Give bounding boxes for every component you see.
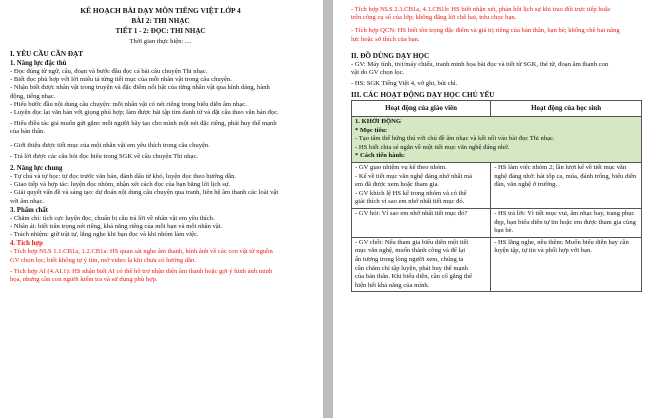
cell-line: nghệ đáng nhớ: hát tốp ca, múa, đánh trống, biểu diễn xyxy=(494,172,637,180)
document-page-left xyxy=(0,0,323,418)
time-line: Thời gian thực hiện: .... xyxy=(129,38,192,45)
list-item: với âm nhạc. xyxy=(10,197,45,205)
list-item: - Tích hợp NLS 2.3.CB1a, 4.1.CB1b: HS biết nhận xét, phản hồi lịch sự khi trao đổi trực tiếp hoặc xyxy=(351,6,611,13)
student-cell xyxy=(491,162,642,208)
list-item: - GV: Máy tính, tivi/máy chiếu, tranh minh họa bài đọc và tiết từ SGK, thẻ từ, đoạn âm thanh con xyxy=(351,60,609,68)
column-header-student: Hoạt động của học sinh xyxy=(491,101,642,117)
section-materials-heading: II. ĐỒ DÙNG DẠY HỌC xyxy=(351,51,430,60)
list-item: - Biết đọc phù hợp với lời miêu tả từng tiết mục của mỗi nhân vật trong câu chuyện. xyxy=(10,76,232,84)
cell-line: - GV chốt: Nếu tham gia biểu diễn một tiết xyxy=(355,238,469,246)
list-item: - Đọc đúng từ ngữ, câu, đoạn và bước đầu đọc cả bài câu chuyện Thi nhạc. xyxy=(10,68,208,75)
table-row xyxy=(352,117,642,163)
list-item: - Tích hợp AI (4.AI.1): HS nhận biết AI có thể hỗ trợ nhận diện âm thanh hoặc gợi ý hình ảnh minh xyxy=(10,267,273,275)
section-activities-heading: III. CÁC HOẠT ĐỘNG DẠY HỌC CHỦ YẾU xyxy=(351,91,495,100)
list-item: - Trả lời được các câu hỏi đọc hiểu trong SGK về câu chuyện Thi nhạc. xyxy=(10,152,199,160)
teacher-cell xyxy=(352,162,491,208)
cell-line: hiện hết khả năng của mình. xyxy=(355,281,430,289)
cell-line: - GV giao nhiệm vụ kể theo nhóm. xyxy=(355,163,447,171)
list-item: vật do GV chọn lọc. xyxy=(351,69,405,77)
column-header-teacher: Hoạt động của giáo viên xyxy=(352,101,491,117)
table-header-row xyxy=(352,101,642,117)
list-item: - HS biết chia sẻ ngắn về một tiết mục văn nghệ đáng nhớ. xyxy=(355,143,510,151)
activity-intro-cell xyxy=(352,117,642,163)
cell-line: - HS lắng nghe, nêu thêm: Muốn biểu diễn hay cần xyxy=(494,238,629,246)
subsection-general-competence: 2. Năng lực chung xyxy=(10,165,63,173)
list-item: - Tích hợp QCN: HS biết tôn trọng đặc điểm và giá trị riêng của bản thân, bạn bè; không chê bai năng xyxy=(351,27,620,35)
table-row xyxy=(352,162,642,208)
subsection-qualities: 3. Phẩm chất xyxy=(10,206,48,214)
lesson-plan-title: KẾ HOẠCH BÀI DẠY MÔN TIẾNG VIỆT LỚP 4 xyxy=(80,6,241,15)
list-item: - Luyện đọc lại văn bản với giọng phù hợp; làm được bài tập tìm danh từ và đặt câu theo văn bản đọc. xyxy=(10,109,279,117)
list-item: của bản thân. xyxy=(10,128,45,136)
list-item: trên công cụ số của lớp; không đăng lời chê bai, trêu chọc bạn. xyxy=(351,14,517,22)
subsection-specific-competence: 1. Năng lực đặc thù xyxy=(10,60,67,67)
list-item: GV chọn lọc; biết không tự ý tìm, mở video lạ khi chưa có hướng dẫn. xyxy=(10,256,196,264)
student-cell xyxy=(491,208,642,237)
cell-line: luyện tập, tự tin và phối hợp với bạn. xyxy=(494,247,592,255)
cell-line: mục văn nghệ, muốn thành công và để lại xyxy=(355,247,466,255)
list-item: - Hiểu bước đầu nội dung câu chuyện: mỗi nhân vật có nét riêng trong biểu diễn âm nhạc. xyxy=(10,100,247,108)
cell-line: bạn bè. xyxy=(494,227,514,235)
list-item: - Tự chủ và tự học: tự đọc trước văn bản, đánh dấu từ khó, luyện đọc theo hướng dẫn. xyxy=(10,173,237,181)
list-item: - Hiểu điều tác giả muốn gửi gắm: mỗi người hãy tạo cho mình một nét đặc riêng, phát huy thế mạnh xyxy=(10,120,277,128)
cell-line: - Kể về tiết mục văn nghệ đáng nhớ nhất mà xyxy=(355,172,473,180)
student-cell xyxy=(491,237,642,292)
period-title: TIẾT 1 - 2: ĐỌC: THI NHẠC xyxy=(115,27,206,35)
teacher-cell xyxy=(352,208,491,237)
list-item: - HS: SGK Tiếng Việt 4, vở ghi, bút chì. xyxy=(351,80,458,88)
cell-line: - GV khích lệ HS kể trong nhóm và có thể xyxy=(355,189,467,197)
list-item: - Tạo tâm thế hứng thú với chủ đề âm nhạc và kết nối vào bài đọc Thi nhạc. xyxy=(355,135,555,143)
teacher-cell xyxy=(352,237,491,292)
cell-line: của bản thân. Khi biểu diễn, cần cố gắng thể xyxy=(355,273,472,281)
table-row xyxy=(352,208,642,237)
list-item: - Tích hợp NLS 1.1.CB1a, 1.2.CB1a: HS quan sát nghe âm thanh, hình ảnh về các con vật từ nguồn xyxy=(10,248,273,256)
list-item: lực hoặc sở thích của bạn. xyxy=(351,35,420,43)
list-item: - Trách nhiệm: giữ trật tự, lắng nghe khi bạn đọc và khi nhóm làm việc. xyxy=(10,231,199,239)
list-item: - Nhân ái: biết trân trọng nét riêng, khả năng riêng của mỗi bạn và mỗi nhân vật. xyxy=(10,223,223,231)
list-item: - Nhận biết được nhân vật trong truyện và đặc điểm nổi bật của từng nhân vật qua hình dáng, hành xyxy=(10,84,270,92)
section-objectives-heading: I. YÊU CẦU CẦN ĐẠT xyxy=(10,50,84,58)
method-label: * Cách tiến hành: xyxy=(355,152,406,160)
list-item: họa, nhưng cần con người kiểm tra và sử dụng phù hợp. xyxy=(10,276,158,284)
activity-title: 1. KHỞI ĐỘNG xyxy=(355,118,401,126)
list-item: - Giới thiệu được tiết mục của một nhân vật em yêu thích trong câu chuyện. xyxy=(10,141,210,149)
list-item: động, tiếng nhạc. xyxy=(10,92,56,100)
cell-line: đẹp, bạn biểu diễn tự tin hoặc em được tham gia cùng xyxy=(494,218,636,226)
subsection-integration: 4. Tích hợp xyxy=(10,240,43,248)
cell-line: cần chăm chỉ tập luyện, phát huy thế mạnh xyxy=(355,264,468,272)
cell-line: giải thích vì sao em nhớ nhất tiết mục đó. xyxy=(355,198,465,206)
list-item: - Giải quyết vấn đề và sáng tạo: dự đoán nội dung câu chuyện qua tranh, liên hệ âm thanh các loài vật xyxy=(10,189,279,197)
lesson-title: BÀI 2: THI NHẠC xyxy=(131,17,190,25)
cell-line: em đã được xem hoặc tham gia. xyxy=(355,181,440,189)
activities-table xyxy=(351,100,642,292)
specific-competence-list xyxy=(10,68,311,117)
list-item: - Chăm chỉ: tích cực luyện đọc, chuẩn bị câu trả lời về nhân vật em yêu thích. xyxy=(10,214,215,222)
cell-line: - GV hỏi: Vì sao em nhớ nhất tiết mục đó? xyxy=(355,209,468,217)
cell-line: ấn tượng trong lòng người xem, chúng ta xyxy=(355,255,464,263)
list-item: - Giao tiếp và hợp tác: luyện đọc nhóm, nhận xét cách đọc của bạn bằng lời lịch sự. xyxy=(10,181,231,189)
cell-line: - HS làm việc nhóm 2; lần lượt kể về tiết mục văn xyxy=(494,163,627,171)
document-page-right xyxy=(333,0,650,418)
cell-line: đàn, văn nghệ ở trường. xyxy=(494,181,558,189)
cell-line: - HS trả lời: Vì tiết mục vui, âm nhạc hay, trang phục xyxy=(494,209,635,217)
goal-label: * Mục tiêu: xyxy=(355,126,388,134)
table-row xyxy=(352,237,642,292)
